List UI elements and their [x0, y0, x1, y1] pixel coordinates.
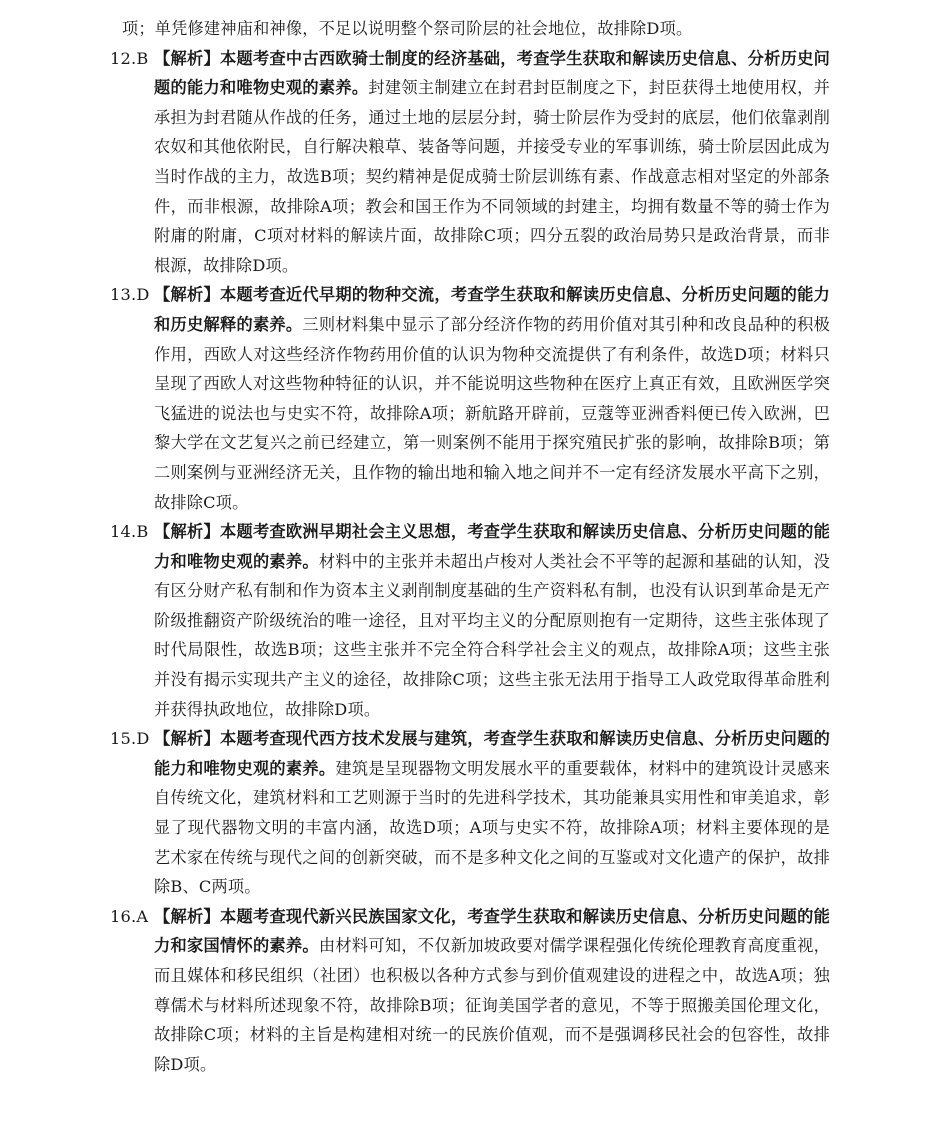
analysis-body: 封建领主制建立在封君封臣制度之下，封臣获得土地使用权，并承担为封君随从作战的任务，通过土地的层层分封，骑士阶层作为受封的底层，他们依靠剥削农奴和其他依附民，自行解决粮草、装备等问题，并接受专业的军事训练，骑士阶层因此成为当时作战的主力，故选B项；契约精神是促成骑士阶层训练有素、作战意志相对坚定的外部条件，而非根源，故排除A项；教会和国王作为不同领域的封建主，均拥有数量不等的骑士作为附庸的附庸，C项对材料的解读片面，故排除C项；四分五裂的政治局势只是政治背景，而非根源，故排除D项。 — [154, 78, 830, 275]
answer-letter: B — [136, 48, 149, 68]
answer-letter: A — [136, 906, 149, 926]
question-number: 12.B — [110, 48, 149, 68]
analysis-tag: 【解析】 — [154, 48, 220, 68]
question-focus: 本题考查欧洲早期社会主义思想，考查学生获取和解读历史信息、分析历史问题的能力和唯物史观的素养。 — [154, 522, 830, 571]
answer-letter: B — [136, 522, 149, 542]
analysis-tag: 【解析】 — [154, 906, 220, 926]
answer-item-14 — [110, 517, 830, 724]
answer-letter: D — [136, 285, 150, 305]
analysis-body: 材料中的主张并未超出卢梭对人类社会不平等的起源和基础的认知，没有区分财产私有制和作为资本主义剥削制度基础的生产资料私有制，也没有认识到革命是无产阶级推翻资产阶级统治的唯一途径，且对平均主义的分配原则抱有一定期待，这些主张体现了时代局限性，故选B项；这些主张并不完全符合科学社会主义的观点，故排除A项；这些主张并没有揭示实现共产主义的途径，故排除C项；这些主张无法用于指导工人政党取得革命胜利并获得执政地位，故排除D项。 — [154, 551, 830, 719]
question-number: 15.D — [110, 729, 150, 749]
answer-item-16 — [110, 902, 830, 1080]
question-number: 16.A — [110, 906, 149, 926]
question-focus: 本题考查中古西欧骑士制度的经济基础，考查学生获取和解读历史信息、分析历史问题的能力和唯物史观的素养。 — [154, 48, 830, 98]
analysis-tag: 【解析】 — [154, 522, 220, 542]
question-number: 13.D — [110, 285, 150, 305]
question-focus: 本题考查现代新兴民族国家文化，考查学生获取和解读历史信息、分析历史问题的能力和家国情怀的素养。 — [154, 906, 830, 956]
analysis-tag: 【解析】 — [154, 285, 220, 305]
question-focus: 本题考查近代早期的物种交流，考查学生获取和解读历史信息、分析历史问题的能力和历史解释的素养。 — [154, 285, 830, 334]
analysis-body: 建筑是呈现器物文明发展水平的重要载体，材料中的建筑设计灵感来自传统文化，建筑材料和工艺则源于当时的先进科学技术，其功能兼具实用性和审美追求，彰显了现代器物文明的丰富内涵，故选D项；A项与史实不符，故排除A项；材料主要体现的是艺术家在传统与现代之间的创新突破，而不是多种文化之间的互鉴或对文化遗产的保护，故排除B、C两项。 — [154, 758, 831, 897]
analysis-body: 三则材料集中显示了部分经济作物的药用价值对其引种和改良品种的积极作用，西欧人对这些经济作物药用价值的认识为物种交流提供了有利条件，故选D项；材料只呈现了西欧人对这些物种特征的认识，并不能说明这些物种在医疗上真正有效，且欧洲医学突飞猛进的说法也与史实不符，故排除A项；新航路开辟前，豆蔻等亚洲香料便已传入欧洲，巴黎大学在文艺复兴之前已经建立，第一则案例不能用于探究殖民扩张的影响，故排除B项；第二则案例与亚洲经济无关，且作物的输出地和输入地之间并不一定有经济发展水平高下之别，故排除C项。 — [154, 314, 830, 512]
answer-letter: D — [136, 729, 150, 749]
answer-item-15 — [110, 724, 831, 902]
answer-item-13 — [110, 280, 830, 517]
analysis-tag: 【解析】 — [154, 729, 220, 749]
question-number: 14.B — [110, 522, 149, 542]
analysis-body: 由材料可知，不仅新加坡政要对儒学课程强化传统伦理教育高度重视，而且媒体和移民组织（社团）也积极以各种方式参与到价值观建设的进程之中，故选A项；独尊儒术与材料所述现象不符，故排除B项；征询美国学者的意见，不等于照搬美国伦理文化，故排除C项；材料的主旨是构建相对统一的民族价值观，而不是强调移民社会的包容性，故排除D项。 — [154, 936, 830, 1074]
answer-text — [110, 14, 831, 1079]
intro-text: 项；单凭修建神庙和神像，不足以说明整个祭司阶层的社会地位，故排除D项。 — [122, 19, 693, 38]
question-focus: 本题考查现代西方技术发展与建筑，考查学生获取和解读历史信息、分析历史问题的能力和唯物史观的素养。 — [154, 729, 830, 778]
answer-item-12 — [110, 44, 830, 281]
